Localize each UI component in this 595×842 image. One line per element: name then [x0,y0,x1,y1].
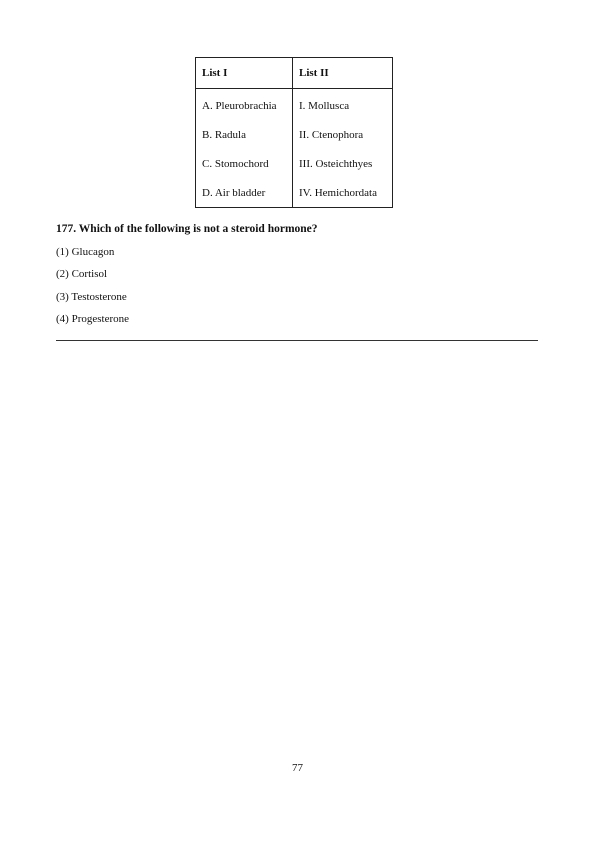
table-cell: I. Mollusca [293,89,393,121]
page-number: 77 [292,762,303,774]
question-title: 177. Which of the following is not a steroid hormone? [56,223,318,235]
table-cell: III. Osteichthyes [293,149,393,178]
table-row [196,120,393,149]
table-row [196,178,393,208]
answer-option: (3) Testosterone [56,290,127,303]
table-header-list-ii: List II [293,58,393,89]
table-cell: B. Radula [196,120,293,149]
match-table [195,57,393,208]
answer-options [56,245,129,334]
section-divider [56,340,538,341]
table-header-row [196,58,393,89]
answer-option: (2) Cortisol [56,268,108,281]
table-cell: II. Ctenophora [293,120,393,149]
table-cell: D. Air bladder [196,178,293,208]
table-header-list-i: List I [196,58,293,89]
table-cell: A. Pleurobrachia [196,89,293,121]
answer-option: (1) Glucagon [56,246,115,258]
table-cell: IV. Hemichordata [293,178,393,208]
answer-option: (4) Progesterone [56,312,130,325]
table-row [196,149,393,178]
table-row [196,89,393,121]
table-cell: C. Stomochord [196,149,293,178]
